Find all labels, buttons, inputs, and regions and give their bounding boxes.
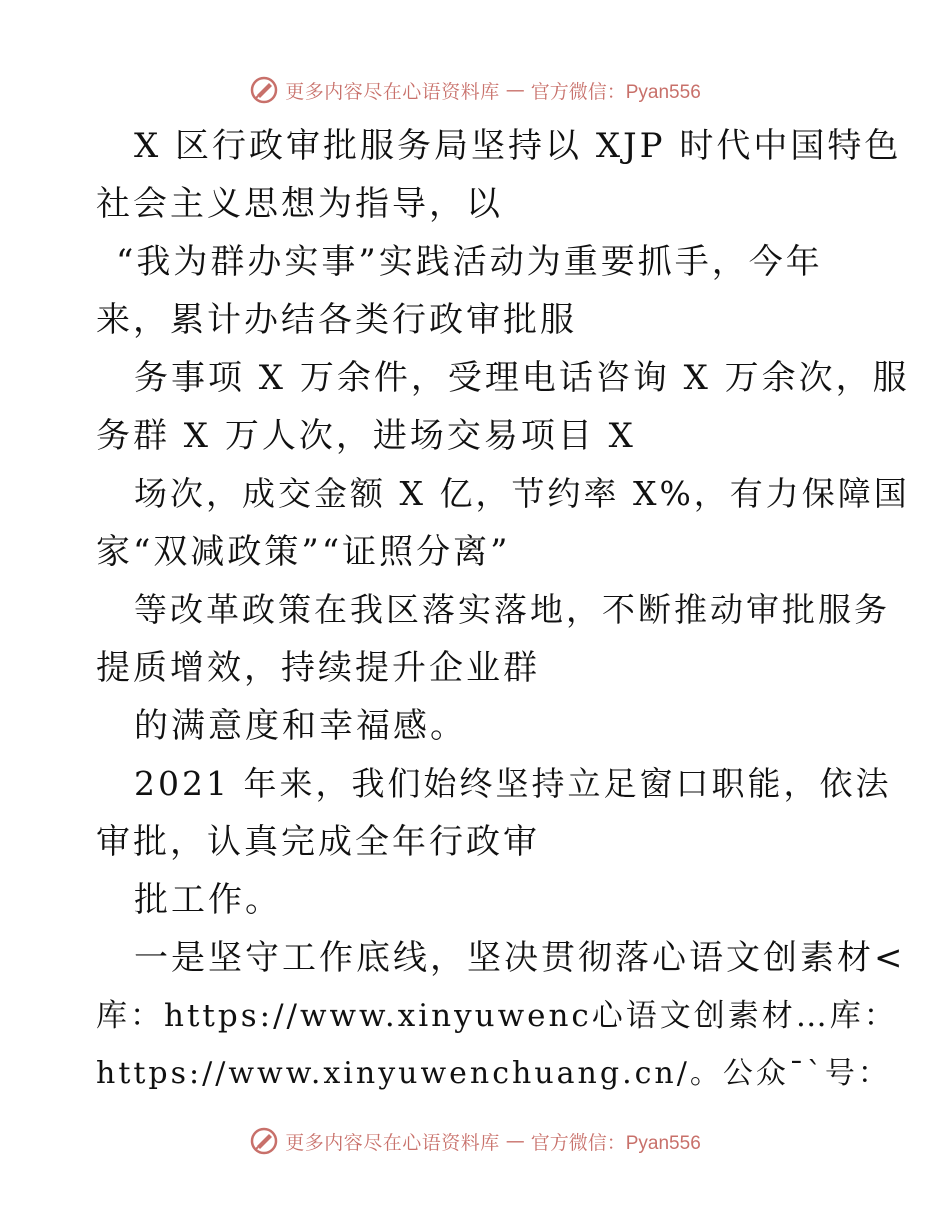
text-line: 批工作。 [134,880,282,920]
text-line: “我为群办实事”实践活动为重要抓手，今年 [116,242,823,282]
banner-slogan: 更多内容尽在心语资料库 [285,1131,500,1154]
banner-contact: 官方微信：Pyan556 [530,81,701,103]
text-line: 审批，认真完成全年行政审 [96,822,540,862]
document-body [96,117,910,1103]
text-line: 库：https://www.xinyuwenc心语文创素材…库： [96,998,898,1034]
text-line: 2021 年来，我们始终坚持立足窗口职能，依法 [134,764,892,803]
text-line: 提质增效，持续提升企业群 [96,648,540,688]
banner-contact: 官方微信：Pyan556 [530,1132,701,1154]
text-line: X 区行政审批服务局坚持以 XJP 时代中国特色 [134,126,902,166]
text-line: https://www.xinyuwenchuang.cn/。公众¯`号： [96,1056,891,1091]
banner-separator: — [505,1130,525,1152]
header-watermark-banner [0,70,950,110]
text-line: 等改革政策在我区落实落地，不断推动审批服务 [134,590,890,629]
text-line: 务群 X 万人次，进场交易项目 X [96,416,636,456]
text-line: 场次，成交金额 X 亿，节约率 X%，有力保障国 [134,474,910,513]
banner-slogan: 更多内容尽在心语资料库 [285,80,500,103]
text-line: 家“双减政策”“证照分离” [96,532,511,572]
banner-separator: — [505,79,525,101]
brand-logo-icon [249,1126,279,1156]
brand-logo-icon [249,75,279,105]
text-line: 来，累计办结各类行政审批服 [96,300,577,340]
text-line: 的满意度和幸福感。 [134,706,467,746]
footer-watermark-banner [0,1121,950,1161]
text-line: 一是坚守工作底线，坚决贯彻落心语文创素材< [134,938,906,978]
text-line: 务事项 X 万余件，受理电话咨询 X 万余次，服 [134,358,910,398]
text-line: 社会主义思想为指导，以 [96,184,503,224]
